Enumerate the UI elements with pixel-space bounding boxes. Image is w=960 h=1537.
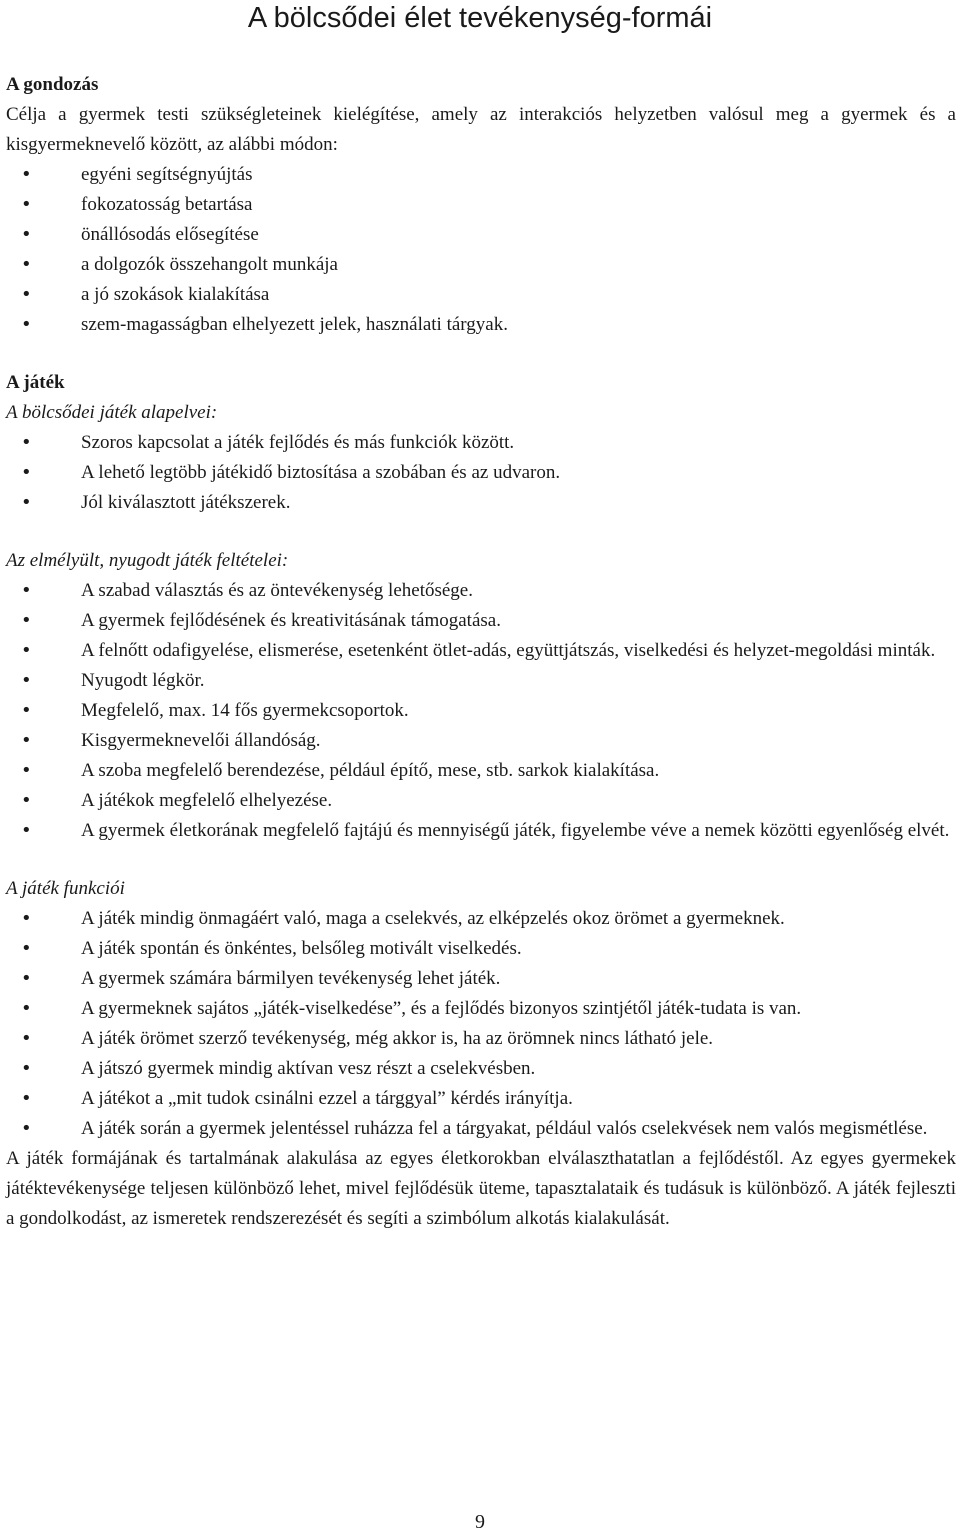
list-item: • A gyermek életkorának megfelelő fajtájú és mennyiségű játék, figyelembe véve a nemek közötti egyenlőség elvét. [6, 816, 956, 846]
section-heading-gondozas: A gondozás [6, 74, 99, 95]
list-item: • Nyugodt légkör. [6, 666, 956, 696]
page-title: A bölcsődei élet tevékenység-formái [247, 2, 713, 34]
list-item: • A játékot a „mit tudok csinálni ezzel a tárggyal” kérdés irányítja. [6, 1084, 956, 1114]
section-heading-jatek: A játék [6, 372, 65, 393]
list-item: • A játék során a gyermek jelentéssel ruházza fel a tárgyakat, például valós cselekvések nem valós megismétlése. [6, 1114, 956, 1144]
spacer [6, 846, 956, 874]
list-item: • A játék mindig önmagáért való, maga a cselekvés, az elképzelés okoz örömet a gyermeknek. [6, 904, 956, 934]
list-item: • fokozatosság betartása [6, 190, 956, 220]
closing-paragraph: A játék formájának és tartalmának alakulása az egyes életkorokban elválaszthatatlan a fejlődéstől. Az egyes gyermekek játéktevékenysége teljesen különböző lehet, mivel fejlődésük üteme, tapasztalataik és tudásuk is különböző. A játék fejleszti a gondolkodást, az ismeretek rendszerezését és segíti a szimbólum alkotás kialakulását. [6, 1148, 956, 1229]
feltetelek-list [6, 576, 956, 846]
list-item: • A lehető legtöbb játékidő biztosítása a szobában és az udvaron. [6, 458, 956, 488]
gondozas-intro: Célja a gyermek testi szükségleteinek kielégítése, amely az interakciós helyzetben valósul meg a gyermek és a kisgyermeknevelő között, az alábbi módon: [6, 104, 956, 155]
spacer [6, 518, 956, 546]
list-item: • Szoros kapcsolat a játék fejlődés és más funkciók között. [6, 428, 956, 458]
list-item: • a jó szokások kialakítása [6, 280, 956, 310]
list-item: • A felnőtt odafigyelése, elismerése, esetenként ötlet-adás, együttjátszás, viselkedési és helyzet-megoldási minták. [6, 636, 956, 666]
list-item: • önállósodás elősegítése [6, 220, 956, 250]
list-item: • A gyermek számára bármilyen tevékenység lehet játék. [6, 964, 956, 994]
list-item: • Kisgyermeknevelői állandóság. [6, 726, 956, 756]
subheading-funkciok: A játék funkciói [6, 878, 125, 899]
page-number: 9 [475, 1511, 485, 1533]
spacer [6, 340, 956, 368]
list-item: • Megfelelő, max. 14 fős gyermekcsoportok. [6, 696, 956, 726]
list-item: • A szabad választás és az öntevékenység lehetősége. [6, 576, 956, 606]
list-item: • Jól kiválasztott játékszerek. [6, 488, 956, 518]
funkciok-list [6, 904, 956, 1144]
list-item: • A játékok megfelelő elhelyezése. [6, 786, 956, 816]
subheading-alapelvek: A bölcsődei játék alapelvei: [6, 402, 218, 423]
document-body [6, 70, 956, 1234]
list-item: • A szoba megfelelő berendezése, például építő, mese, stb. sarkok kialakítása. [6, 756, 956, 786]
list-item: • egyéni segítségnyújtás [6, 160, 956, 190]
list-item: • A gyermek fejlődésének és kreativitásának támogatása. [6, 606, 956, 636]
subheading-feltetelek: Az elmélyült, nyugodt játék feltételei: [6, 550, 289, 571]
list-item: • A játszó gyermek mindig aktívan vesz részt a cselekvésben. [6, 1054, 956, 1084]
alapelvek-list [6, 428, 956, 518]
list-item: • A játék spontán és önkéntes, belsőleg motivált viselkedés. [6, 934, 956, 964]
list-item: • A gyermeknek sajátos „játék-viselkedése”, és a fejlődés bizonyos szintjétől játék-tudata is van. [6, 994, 956, 1024]
list-item: • szem-magasságban elhelyezett jelek, használati tárgyak. [6, 310, 956, 340]
list-item: • A játék örömet szerző tevékenység, még akkor is, ha az örömnek nincs látható jele. [6, 1024, 956, 1054]
gondozas-list [6, 160, 956, 340]
list-item: • a dolgozók összehangolt munkája [6, 250, 956, 280]
